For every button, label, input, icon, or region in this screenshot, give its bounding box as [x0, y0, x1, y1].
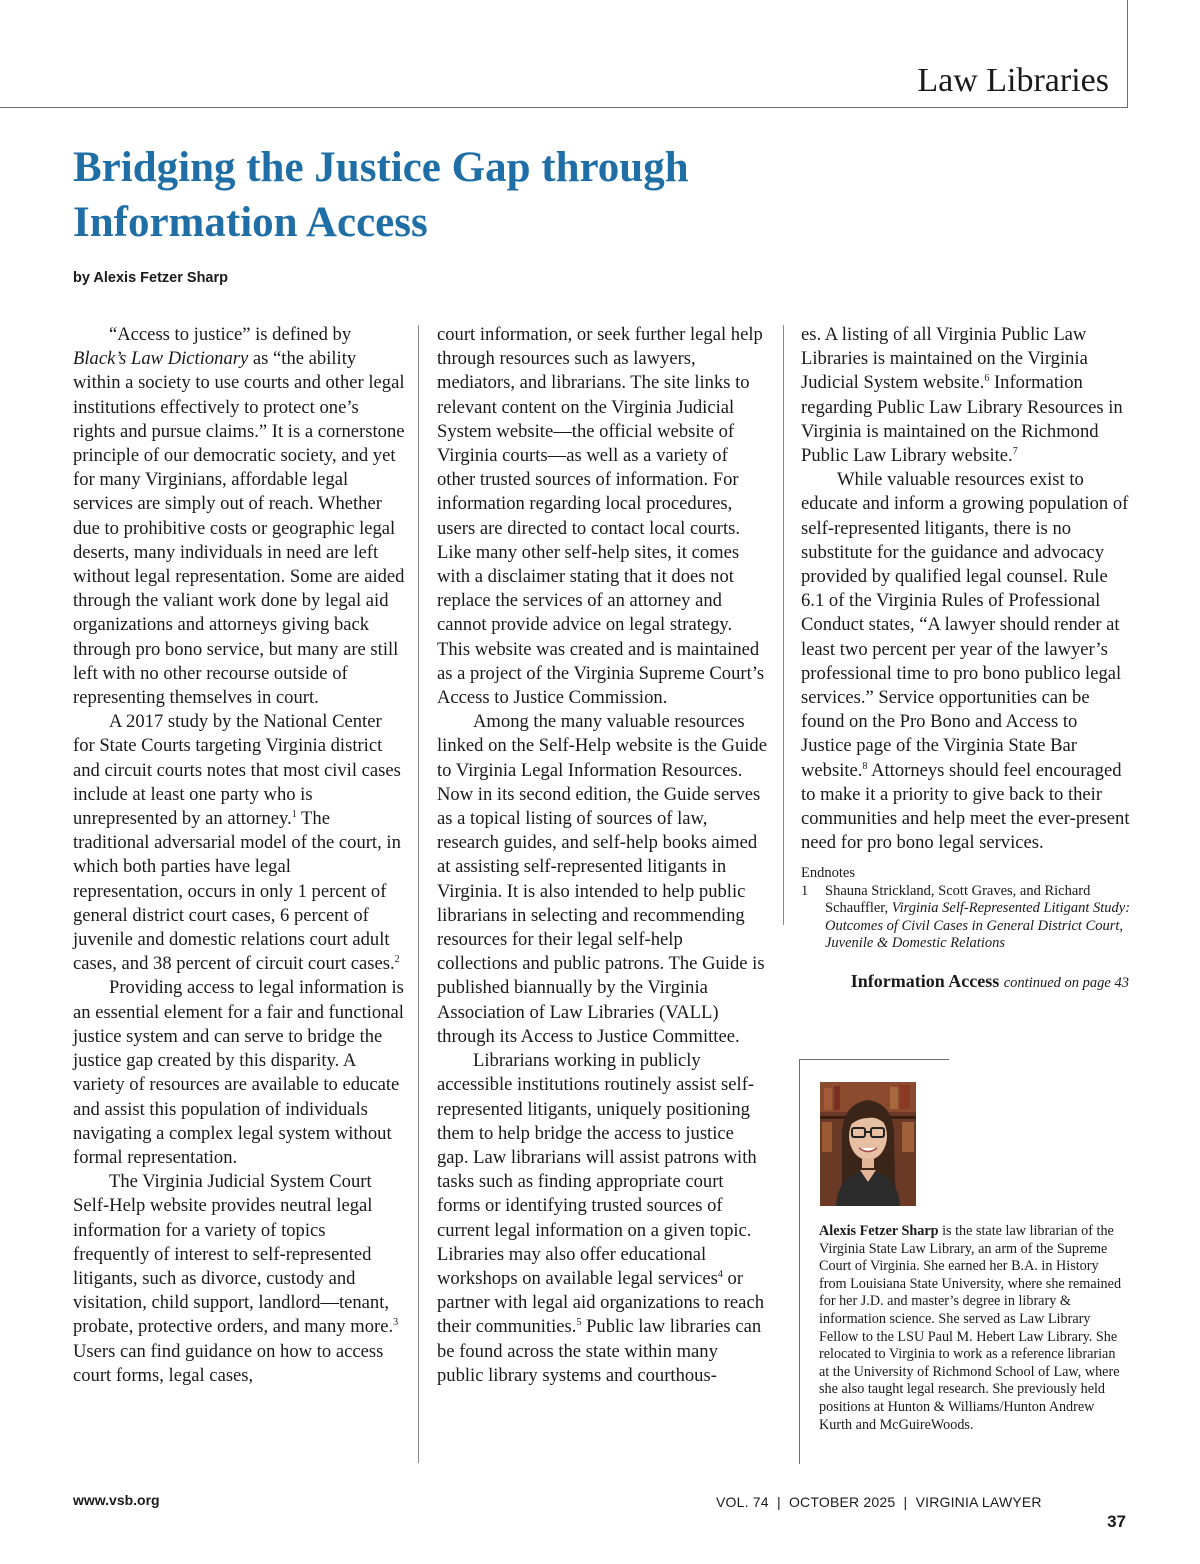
author-bio: [819, 1223, 1129, 1434]
continued-notice: [801, 969, 1131, 995]
column-divider: [418, 325, 419, 1463]
bio-rule-vertical: [799, 1059, 800, 1464]
paragraph: The Virginia Judicial System Court Self-Help website provides neutral legal information for a variety of topics frequently of interest to self-represented litigants, such as divorce, custody and visitation, child support, landlord—tenant, probate, protective orders, and many more.$^3$ Users can find guidance on how to access court forms, legal cases,: [73, 1171, 399, 1386]
footnote-ref: 1: [291, 808, 297, 820]
paragraph: Among the many valuable resources linked on the Self-Help website is the Guide to Virginia Legal Information Resources. Now in its second edition, the Guide serves as a topical listing of sources of law, research guides, and self-help books aimed at assisting self-represented litigants in Virginia. It is also intended to help public librarians in selecting and recommending resources for their legal self-help collections and public patrons. The Guide is published biannually by the Virginia Association of Law Libraries (VALL) through its Access to Justice Committee.: [437, 711, 767, 1047]
page-number: 37: [1107, 1512, 1126, 1531]
endnote-number: 1: [801, 882, 809, 899]
dictionary-title: Black’s Law Dictionary: [73, 348, 249, 370]
footnote-ref: 7: [1012, 445, 1018, 457]
endnote-item: [801, 883, 1131, 953]
paragraph: While valuable resources exist to educate and inform a growing population of self-represented litigants, there is no substitute for the guidance and advocacy provided by qualified legal counsel. Rule 6.1 of the Virginia Rules of Professional Conduct states, “A lawyer should render at least two percent per year of the lawyer’s professional time to pro bono publico legal services.” Service opportunities can be found on the Pro Bono and Access to Justice page of the Virginia State Bar website.$^8$ Attorneys should feel encouraged to make it a priority to give back to their communities and help meet the ever-present need for pro bono legal services.: [801, 469, 1130, 854]
footnote-ref: 4: [717, 1268, 723, 1280]
article-column-2: [437, 323, 767, 1388]
endnotes: [801, 865, 1131, 953]
footer-url[interactable]: www.vsb.org: [73, 1492, 160, 1508]
footnote-ref: 5: [576, 1317, 582, 1329]
bio-text: is the state law librarian of the Virginia State Law Library, an arm of the Supreme Court of Virginia. She earned her B.A. in History from Louisiana State University, where she remained for her J.D. and master’s degree in library & information science. She served as Law Library Fellow to the LSU Paul M. Hebert Law Library. She relocated to Virginia to work as a reference librarian at the University of Richmond School of Law, where she also taught legal research. She previously held positions at Hunton & Williams/Hunton Andrew Kurth and McGuireWoods.: [819, 1223, 1122, 1433]
paragraph: A 2017 study by the National Center for State Courts targeting Virginia district and circuit courts notes that most civil cases include at least one party who is unrepresented by an attorney.$^1$ The traditional adversarial model of the court, in which both parties have legal representation, occurs in only 1 percent of general district court cases, 6 percent of juvenile and domestic relations court adult cases, and 38 percent of circuit court cases.$^2$: [73, 711, 401, 975]
section-label: Law Libraries: [917, 62, 1109, 99]
article-column-1: [73, 323, 405, 1388]
endnotes-heading: Endnotes: [801, 865, 855, 882]
paragraph: Librarians working in publicly accessible institutions routinely assist self-represented litigants, uniquely positioning them to help bridge the access to justice gap. Law librarians will assist patrons with tasks such as finding appropriate court forms or identifying trusted sources of current legal information on a given topic. Libraries may also offer educational workshops on available legal services$^4$ or partner with legal aid organizations to reach their communities.$^5$ Public law libraries can be found across the state within many public library systems and courthous-: [437, 1050, 764, 1386]
author-name: Alexis Fetzer Sharp: [819, 1223, 939, 1239]
footnote-ref: 8: [862, 760, 868, 772]
footnote-ref: 3: [393, 1317, 399, 1329]
endnote-text: Shauna Strickland, Scott Graves, and Richard Schauffler, Virginia Self-Represented Litigant Study: Outcomes of Civil Cases in General District Court, Juvenile & Domestic Relations: [825, 882, 1131, 952]
article-title: Bridging the Justice Gap through Information Access: [73, 144, 689, 246]
continued-label: Information Access: [850, 970, 1000, 991]
bio-rule: [799, 1059, 949, 1060]
article-column-3: [801, 323, 1131, 995]
paragraph: “Access to justice” is defined by Black’s Law Dictionary as “the ability within a society to use courts and other legal institutions effectively to protect one’s rights and pursue claims.” It is a cornerstone principle of our democratic society, and yet for many Virginians, affordable legal services are simply out of reach. Whether due to prohibitive costs or geographic legal deserts, many individuals in need are left without legal representation. Some are aided through the valiant work done by legal aid organizations and attorneys giving back through pro bono service, but many are still left with no other recourse outside of representing themselves in court.: [73, 324, 405, 709]
paragraph: court information, or seek further legal help through resources such as lawyers, mediators, and librarians. The site links to relevant content on the Virginia Judicial System website—the official website of Virginia courts—as well as a variety of other trusted sources of information. For information regarding local procedures, users are directed to contact local courts. Like many other self-help sites, it comes with a disclaimer stating that it does not replace the services of an attorney and cannot provide advice on legal strategy. This website was created and is maintained as a project of the Virginia Supreme Court’s Access to Justice Commission.: [437, 324, 765, 709]
footnote-ref: 6: [984, 373, 990, 385]
byline: by Alexis Fetzer Sharp: [73, 270, 228, 286]
header-rule-vertical: [1127, 0, 1128, 108]
continued-text: continued on page 43: [1003, 974, 1129, 991]
column-divider: [783, 325, 784, 925]
header-rule: [0, 107, 1128, 108]
author-photo: [820, 1082, 916, 1206]
footnote-ref: 2: [394, 954, 400, 966]
footer-issue: VOL. 74 | OCTOBER 2025 | VIRGINIA LAWYER: [716, 1494, 1042, 1510]
paragraph: Providing access to legal information is an essential element for a fair and functional justice system and can serve to bridge the justice gap created by this disparity. A variety of resources are available to educate and assist this population of individuals navigating a complex legal system without formal representation.: [73, 977, 404, 1168]
paragraph: es. A listing of all Virginia Public Law Libraries is maintained on the Virginia Judicial System website.$^6$ Information regarding Public Law Library Resources in Virginia is maintained on the Richmond Public Law Library website.$^7$: [801, 324, 1123, 467]
